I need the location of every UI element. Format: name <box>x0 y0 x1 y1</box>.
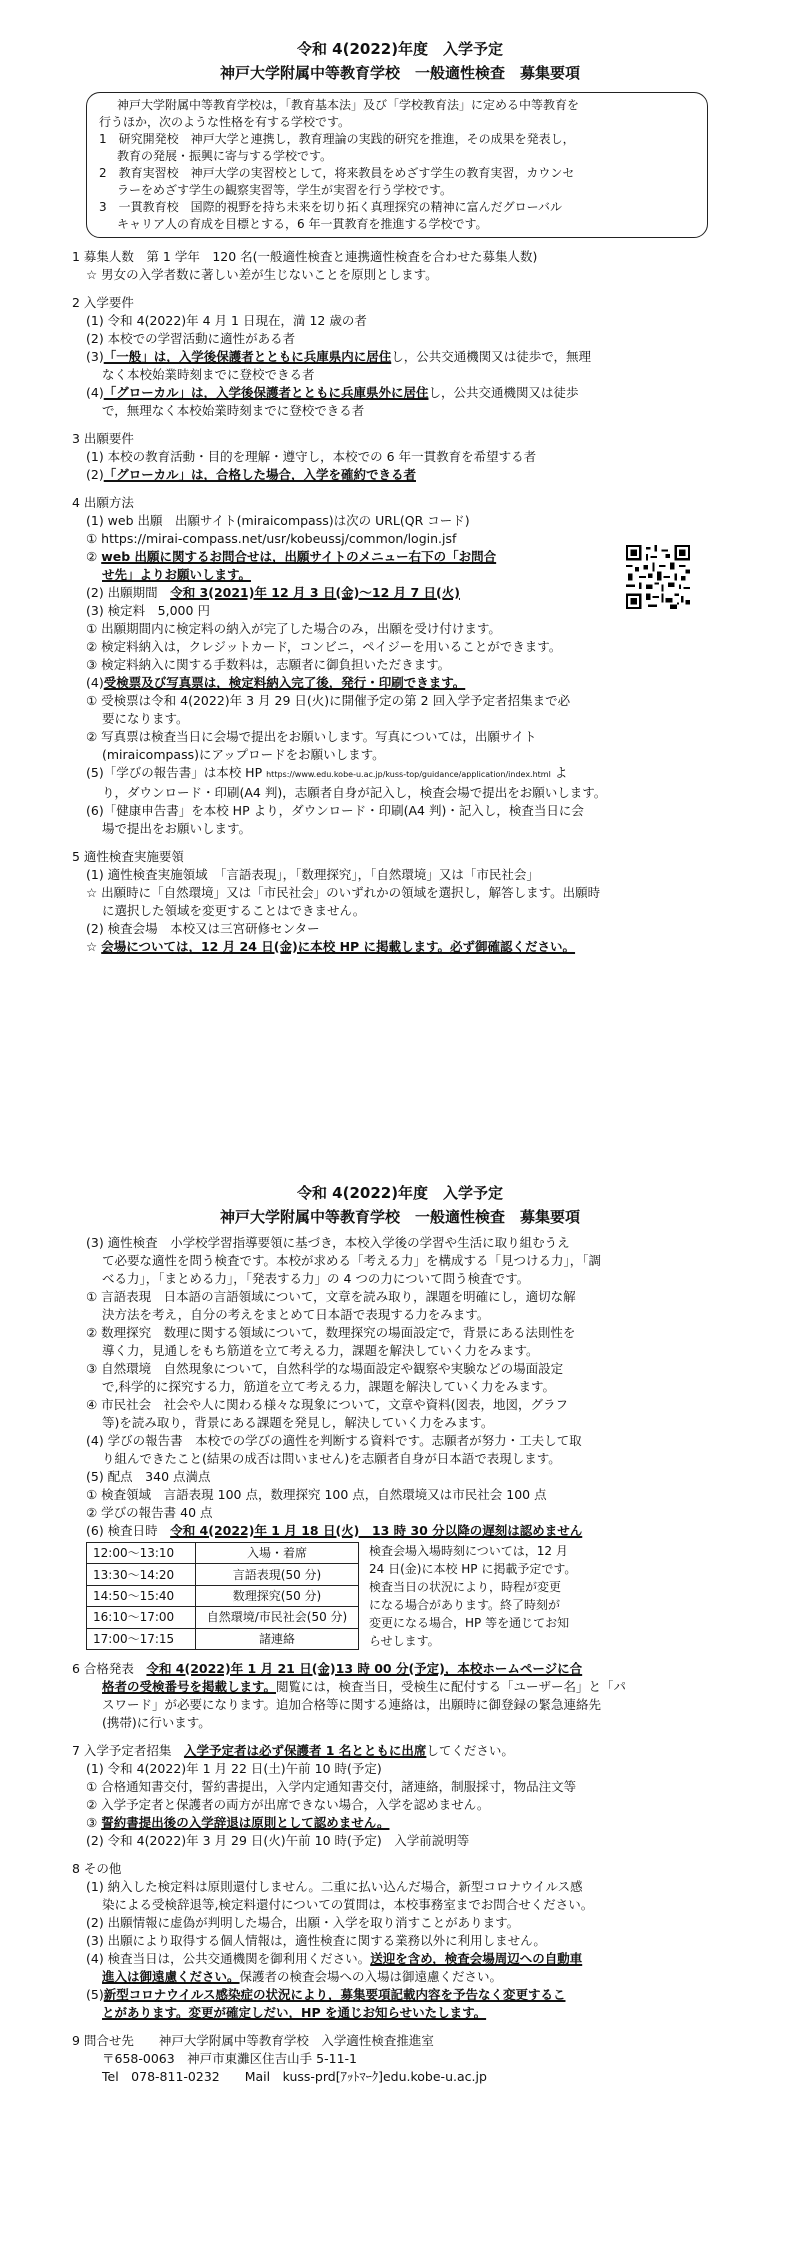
schedule-time: 12:00～13:10 <box>87 1543 196 1564</box>
section-8-item-cont: 染による受検辞退等,検定料還付についての質問は，本校事務室までお問合せください。 <box>102 1897 594 1912</box>
page-2 <box>0 1160 800 2260</box>
page-1 <box>0 0 800 1110</box>
contact-address: 〒658-0063 神戸市東灘区住吉山手 5-11-1 <box>102 2051 357 2066</box>
section-2-item: (1) 令和 4(2022)年 4 月 1 日現在，満 12 歳の者 <box>86 313 367 328</box>
section-5-heading: 5 適性検査実施要領 <box>72 849 184 864</box>
section-4-heading: 4 出願方法 <box>72 495 134 510</box>
section-4-sub-cont: 要になります。 <box>102 711 189 726</box>
section-9 <box>72 2032 736 2086</box>
exam-line: ④ 市民社会 社会や人に関わる様々な現象について，文章や資料(図表，地図，グラフ <box>86 1397 569 1412</box>
section-4-sub: ② 検定料納入は，クレジットカード，コンビニ，ペイジーを用いることができます。 <box>86 639 562 654</box>
section-4-item-6: (6)「健康申告書」を本校 HP より，ダウンロード・印刷(A4 判)・記入し，検査当日に会 <box>86 803 584 818</box>
section-6-line: 格者の受検番号を掲載します。閲覧には，検査当日，受検生に配付する「ユーザー名」と「パ <box>102 1679 627 1694</box>
schedule-time: 14:50～15:40 <box>87 1585 196 1606</box>
section-7-sub: ① 合格通知書交付，誓約書提出，入学内定通知書交付，諸連絡，制服採寸，物品注文等 <box>86 1779 577 1794</box>
exam-line: 決方法を考え，自分の考えをまとめて日本語で表現する力をみます。 <box>102 1307 490 1322</box>
section-4-item-1-2: ② web 出願に関するお問合せは，出願サイトのメニュー右下の「お問合 <box>86 549 497 564</box>
intro-line: 3 一貫教育校 国際的視野を持ち未来を切り拓く真理探究の精神に富んだグローバル <box>99 200 563 214</box>
exam-line: り組んできたこと(結果の成否は問いません)を志願者自身が日本語で表現します。 <box>102 1451 561 1466</box>
schedule-time: 13:30～14:20 <box>87 1564 196 1585</box>
schedule-item: 自然環境/市民社会(50 分) <box>196 1607 359 1628</box>
section-4-item-5: (5)「学びの報告書」は本校 HP https://www.edu.kobe-u.ac.jp/kuss-top/guidance/application/index.html よ <box>86 765 568 780</box>
schedule-row <box>87 1607 359 1628</box>
schedule-item: 言語表現(50 分) <box>196 1564 359 1585</box>
schedule-row <box>87 1628 359 1649</box>
section-3 <box>72 430 736 484</box>
schedule-time: 17:00～17:15 <box>87 1628 196 1649</box>
section-1-note: ☆ 男女の入学者数に著しい差が生じないことを原則とします。 <box>86 267 438 282</box>
section-8-item: (4) 検査当日は，公共交通機関を御利用ください。送迎を含め，検査会場周辺への自動車 <box>86 1951 583 1966</box>
section-6-line: 6 合格発表 令和 4(2022)年 1 月 21 日(金)13 時 00 分(予定)，本校ホームページに合 <box>72 1661 583 1676</box>
contact-tel-mail[interactable]: Tel 078-811-0232 Mail kuss-prd[ｱｯﾄﾏｰｸ]edu.kobe-u.ac.jp <box>102 2069 487 2084</box>
schedule-table <box>86 1542 359 1650</box>
exam-line: ② 数理探究 数理に関する領域について，数理探究の場面設定で，背景にある法則性を <box>86 1325 576 1340</box>
exam-line: (4) 学びの報告書 本校での学びの適性を判断する資料です。志願者が努力・工夫して取 <box>86 1433 582 1448</box>
section-4-sub: ① 受検票は令和 4(2022)年 3 月 29 日(火)に開催予定の第 2 回入学予定者招集まで必 <box>86 693 571 708</box>
section-2-heading: 2 入学要件 <box>72 295 134 310</box>
section-4-item-2: (2) 出願期間 令和 3(2021)年 12 月 3 日(金)～12 月 7 日(火) <box>86 585 460 600</box>
section-5 <box>72 848 736 956</box>
section-4-item-3: (3) 検定料 5,000 円 <box>86 603 210 618</box>
section-6-line: スワード」が必要になります。追加合格等に関する連絡は，出願時に御登録の緊急連絡先 <box>102 1697 602 1712</box>
intro-line: 行うほか，次のような性格を有する学校です。 <box>99 115 351 129</box>
exam-line: 等)を読み取り，背景にある課題を発見し，解決していく力をみます。 <box>102 1415 494 1430</box>
schedule-note: 検査会場入場時刻については，12 月 24 日(金)に本校 HP に掲載予定です。 検査当日の状況により，時程が変更 になる場合があります。終了時刻が 変更になる場合，HP 等を通じてお知 らせします。 <box>369 1544 577 1648</box>
intro-line: ラーをめざす学生の観察実習等，学生が実習を行う学校です。 <box>117 183 453 197</box>
section-3-item: (1) 本校の教育活動・目的を理解・遵守し，本校での 6 年一貫教育を希望する者 <box>86 449 537 464</box>
schedule-row <box>87 1543 359 1564</box>
section-7-sub: ③ 誓約書提出後の入学辞退は原則として認めません。 <box>86 1815 390 1830</box>
exam-line: て必要な適性を問う検査です。本校が求める「考える力」を構成する「見つける力」，「調 <box>102 1253 602 1268</box>
section-5-cont <box>72 1234 736 1540</box>
section-1-line: 1 募集人数 第 1 学年 120 名(一般適性検査と連携適性検査を合わせた募集人数) <box>72 249 538 264</box>
section-8 <box>72 1860 736 2022</box>
intro-box <box>86 92 708 238</box>
schedule-item: 入場・着席 <box>196 1543 359 1564</box>
section-3-item-2: (2)「グローカル」は，合格した場合，入学を確約できる者 <box>86 467 416 482</box>
page-1-title: 令和 4(2022)年度 入学予定 <box>296 40 504 58</box>
section-4-sub: ① 出願期間内に検定料の納入が完了した場合のみ，出願を受け付けます。 <box>86 621 501 636</box>
section-7 <box>72 1742 736 1850</box>
exam-line: 導く力，見通しをもち筋道を立て考える力，課題を解決していく力をみます。 <box>102 1343 539 1358</box>
exam-line: ① 検査領域 言語表現 100 点，数理探究 100 点，自然環境又は市民社会 100 点 <box>86 1487 547 1502</box>
section-2-item: (2) 本校での学習活動に適性がある者 <box>86 331 296 346</box>
section-1 <box>72 248 736 284</box>
schedule-item: 諸連絡 <box>196 1628 359 1649</box>
section-8-item-cont: とがあります。変更が確定しだい，HP を通じお知らせいたします。 <box>102 2005 487 2020</box>
intro-line: 神戸大学附属中等教育学校は，「教育基本法」及び「学校教育法」に定める中等教育を <box>117 98 580 112</box>
section-4-sub: ③ 検定料納入に関する手数料は，志願者に御負担いただきます。 <box>86 657 451 672</box>
schedule-time: 16:10～17:00 <box>87 1607 196 1628</box>
section-2-item-4-cont: で，無理なく本校始業時刻までに登校できる者 <box>102 403 365 418</box>
section-4-item-4: (4)受検票及び写真票は，検定料納入完了後，発行・印刷できます。 <box>86 675 466 690</box>
section-7-item: (2) 令和 4(2022)年 3 月 29 日(火)午前 10 時(予定) 入学前説明等 <box>86 1833 470 1848</box>
intro-line: 教育の発展・振興に寄与する学校です。 <box>117 149 333 163</box>
section-7-heading: 7 入学予定者招集 入学予定者は必ず保護者 1 名とともに出席してください。 <box>72 1743 514 1758</box>
intro-line: 2 教育実習校 神戸大学の実習校として，将来教員をめざす学生の教育実習，カウンセ <box>99 166 575 180</box>
section-4-item-1: (1) web 出願 出願サイト(miraicompass)は次の URL(QR コード) <box>86 513 470 528</box>
page-2-subtitle: 神戸大学附属中等教育学校 一般適性検査 募集要項 <box>219 1208 580 1226</box>
schedule-item: 数理探究(50 分) <box>196 1585 359 1606</box>
section-5-note: ☆ 出願時に「自然環境」又は「市民社会」のいずれかの領域を選択し，解答します。出願時 <box>86 885 601 900</box>
section-3-heading: 3 出願要件 <box>72 431 134 446</box>
section-6-line: (携帯)に行います。 <box>102 1715 211 1730</box>
section-4-item-1-2-cont: せ先」よりお願いします。 <box>102 567 252 582</box>
section-8-heading: 8 その他 <box>72 1861 122 1876</box>
intro-line: キャリア人の育成を目標とする，6 年一貫教育を推進する学校です。 <box>117 217 488 231</box>
exam-date: (6) 検査日時 令和 4(2022)年 1 月 18 日(火) 13 時 30 分以降の遅刻は認めません <box>86 1523 583 1538</box>
section-2-item-4: (4)「グローカル」は，入学後保護者とともに兵庫県外に居住し，公共交通機関又は徒歩 <box>86 385 579 400</box>
exam-line: (3) 適性検査 小学校学習指導要領に基づき，本校入学後の学習や生活に取り組むうえ <box>86 1235 570 1250</box>
section-5-item: (2) 検査会場 本校又は三宮研修センター <box>86 921 320 936</box>
application-url[interactable]: ① https://mirai-compass.net/usr/kobeussj/common/login.jsf <box>86 531 457 546</box>
section-5-note-2: ☆ 会場については，12 月 24 日(金)に本校 HP に掲載します。必ず御確認ください。 <box>86 939 576 954</box>
exam-line: べる力」，「まとめる力」，「発表する力」の 4 つの力について問う検査です。 <box>102 1271 530 1286</box>
exam-line: ② 学びの報告書 40 点 <box>86 1505 213 1520</box>
exam-line: ① 言語表現 日本語の言語領域について，文章を読み取り，課題を明確にし，適切な解 <box>86 1289 576 1304</box>
page-2-title: 令和 4(2022)年度 入学予定 <box>296 1184 504 1202</box>
qr-code-icon[interactable] <box>626 545 690 609</box>
intro-line: 1 研究開発校 神戸大学と連携し，教育理論の実践的研究を推進，その成果を発表し， <box>99 132 575 146</box>
section-4-sub-cont: (miraicompass)にアップロードをお願いします。 <box>102 747 385 762</box>
section-2-item-3: (3)「一般」は，入学後保護者とともに兵庫県内に居住し，公共交通機関又は徒歩で，無理 <box>86 349 591 364</box>
section-8-item-cont: 進入は御遠慮ください。保護者の検査会場への入場は御遠慮ください。 <box>102 1969 503 1984</box>
section-4-item-5-cont: り，ダウンロード・印刷(A4 判)，志願者自身が記入し，検査会場で提出をお願いします。 <box>102 785 607 800</box>
section-8-item: (3) 出願により取得する個人情報は，適性検査に関する業務以外に利用しません。 <box>86 1933 546 1948</box>
section-5-item: (1) 適性検査実施領域 「言語表現」，「数理探究」，「自然環境」又は「市民社会」 <box>86 867 539 882</box>
contact-heading: 9 問合せ先 神戸大学附属中等教育学校 入学適性検査推進室 <box>72 2033 434 2048</box>
section-2-item-3-cont: なく本校始業時刻までに登校できる者 <box>102 367 315 382</box>
schedule-row <box>87 1564 359 1585</box>
section-5-note-cont: に選択した領域を変更することはできません。 <box>102 903 366 918</box>
section-8-item: (1) 納入した検定料は原則還付しません。二重に払い込んだ場合，新型コロナウイルス感 <box>86 1879 583 1894</box>
section-8-item: (2) 出願情報に虚偽が判明した場合，出願・入学を取り消すことがあります。 <box>86 1915 520 1930</box>
section-2 <box>72 294 736 420</box>
section-4-item-6-cont: 場で提出をお願いします。 <box>102 821 252 836</box>
section-6 <box>72 1660 736 1732</box>
section-8-item: (5)新型コロナウイルス感染症の状況により，募集要項記載内容を予告なく変更するこ <box>86 1987 566 2002</box>
exam-line: で,科学的に探究する力，筋道を立て考える力，課題を解決していく力をみます。 <box>102 1379 555 1394</box>
section-7-sub: ② 入学予定者と保護者の両方が出席できない場合，入学を認めません。 <box>86 1797 490 1812</box>
schedule-row <box>87 1585 359 1606</box>
report-url[interactable]: https://www.edu.kobe-u.ac.jp/kuss-top/guidance/application/index.html <box>266 770 551 779</box>
section-4-sub: ② 写真票は検査当日に会場で提出をお願いします。写真については，出願サイト <box>86 729 537 744</box>
schedule <box>86 1542 736 1650</box>
exam-line: (5) 配点 340 点満点 <box>86 1469 211 1484</box>
exam-line: ③ 自然環境 自然現象について，自然科学的な場面設定や観察や実験などの場面設定 <box>86 1361 564 1376</box>
page-1-subtitle: 神戸大学附属中等教育学校 一般適性検査 募集要項 <box>219 64 580 82</box>
section-7-item: (1) 令和 4(2022)年 1 月 22 日(土)午前 10 時(予定) <box>86 1761 382 1776</box>
